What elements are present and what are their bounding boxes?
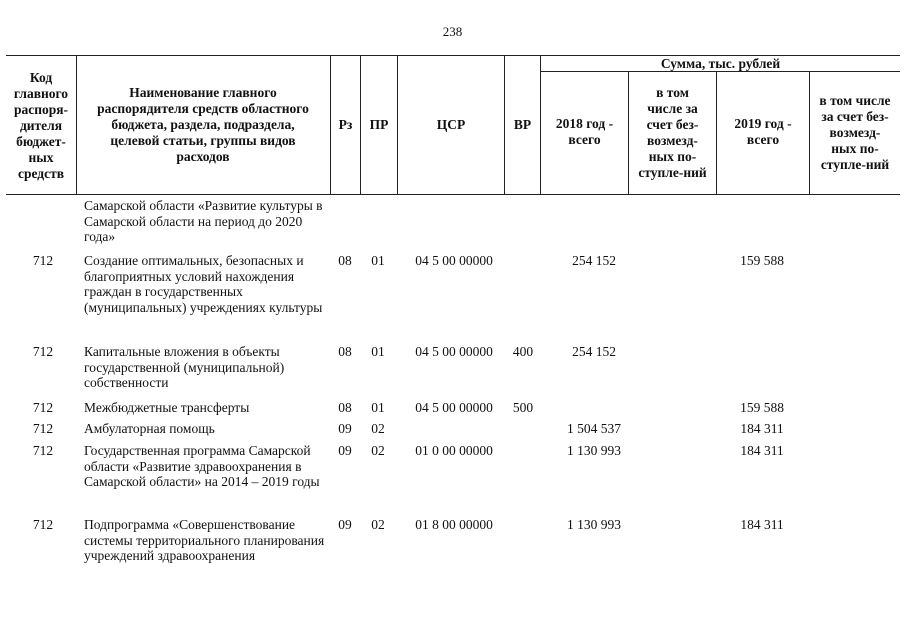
header-name: Наименование главного распорядителя средств областного бюджета, раздела, подраздела, целевой статьи, группы видов расходов <box>97 85 309 164</box>
row-name: Государственная программа Самарской области «Развитие здравоохранения в Самарской области» на 2014 – 2019 годы <box>84 443 320 490</box>
row-2019-total: 184 311 <box>740 421 784 436</box>
row-pr: 01 <box>371 344 385 359</box>
row-2018-total: 1 504 537 <box>567 421 621 436</box>
row-name: Самарской области «Развитие культуры в Самарской области на период до 2020 года» <box>84 198 323 245</box>
row-csr: 04 5 00 00000 <box>415 400 493 415</box>
row-2018-total: 254 152 <box>572 253 616 268</box>
row-code: 712 <box>32 344 54 359</box>
header-bottom-border <box>6 194 900 195</box>
header-sum: Сумма, тыс. рублей <box>660 55 781 71</box>
header-2018-total: 2018 год - всего <box>555 116 614 147</box>
row-name: Подпрограмма «Совершенствование системы территориального планирования учреждений здравоохранения <box>84 517 325 564</box>
row-rz: 09 <box>338 443 352 458</box>
row-pr: 01 <box>371 253 385 268</box>
row-rz: 08 <box>338 400 352 415</box>
page-number: 238 <box>442 24 463 39</box>
row-csr: 04 5 00 00000 <box>415 253 493 268</box>
row-2018-total: 254 152 <box>572 344 616 359</box>
row-rz: 09 <box>338 517 352 532</box>
header-2019-free: в том числе за счет без-возмезд-ных по-ступле-ний <box>819 93 891 172</box>
header-pr: ПР <box>369 117 389 132</box>
row-vr: 500 <box>512 400 534 415</box>
row-pr: 01 <box>371 400 385 415</box>
row-2019-total: 184 311 <box>740 443 784 458</box>
header-rz: Рз <box>338 117 353 132</box>
row-name: Создание оптимальных, безопасных и благоприятных условий нахождения граждан в государственных (муниципальных) учреждениях культуры <box>84 253 323 315</box>
row-rz: 08 <box>338 253 352 268</box>
row-name: Межбюджетные трансферты <box>84 400 250 415</box>
header-2018-free: в том числе за счет без-возмезд-ных по-ступле-ний <box>638 85 707 180</box>
row-pr: 02 <box>371 421 385 436</box>
col-divider <box>76 55 77 194</box>
header-vr: ВР <box>513 117 532 132</box>
row-code: 712 <box>32 517 54 532</box>
row-code: 712 <box>32 421 54 436</box>
header-csr: ЦСР <box>436 117 466 132</box>
row-2019-total: 159 588 <box>740 253 784 268</box>
row-code: 712 <box>32 400 54 415</box>
row-pr: 02 <box>371 443 385 458</box>
header-2019-total: 2019 год - всего <box>734 116 792 147</box>
row-name: Капитальные вложения в объекты государственной (муниципальной) собственности <box>84 344 285 391</box>
row-2018-total: 1 130 993 <box>567 517 621 532</box>
row-2019-total: 184 311 <box>740 517 784 532</box>
row-2019-total: 159 588 <box>740 400 784 415</box>
row-name: Амбулаторная помощь <box>84 421 215 436</box>
row-rz: 08 <box>338 344 352 359</box>
row-csr: 01 8 00 00000 <box>415 517 493 532</box>
row-pr: 02 <box>371 517 385 532</box>
row-csr: 01 0 00 00000 <box>415 443 493 458</box>
row-vr: 400 <box>512 344 534 359</box>
row-csr: 04 5 00 00000 <box>415 344 493 359</box>
row-code: 712 <box>32 253 54 268</box>
row-2018-total: 1 130 993 <box>567 443 621 458</box>
row-rz: 09 <box>338 421 352 436</box>
row-code: 712 <box>32 443 54 458</box>
header-code: Код главного распоря-дителя бюджет-ных средств <box>13 70 69 181</box>
